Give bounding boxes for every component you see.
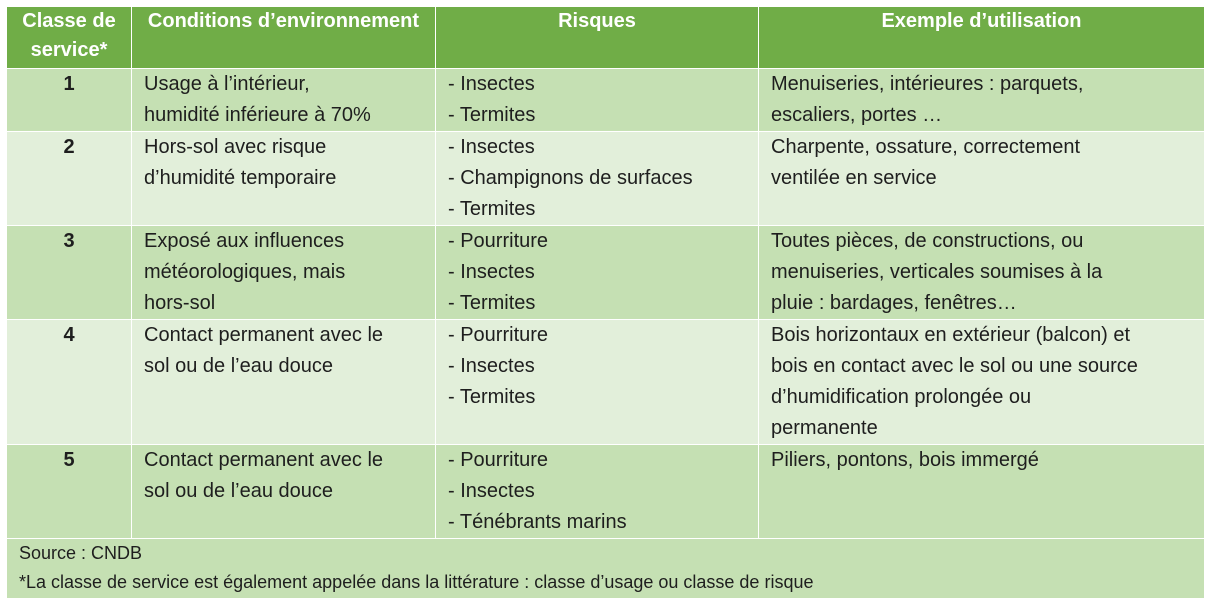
conditions-line: sol ou de l’eau douce — [144, 355, 334, 377]
conditions-line: humidité inférieure à 70% — [144, 104, 371, 126]
exemple-cell — [759, 132, 1205, 226]
header-classe-line: Classe de — [22, 10, 116, 32]
classe-cell: 2 — [7, 132, 132, 226]
table-row — [7, 445, 1205, 539]
exemple-cell — [759, 69, 1205, 132]
risque-item: - Insectes — [448, 73, 535, 95]
conditions-line: Usage à l’intérieur, — [144, 73, 310, 95]
conditions-line: Exposé aux influences — [144, 230, 345, 252]
header-exemple-line: Exemple d’utilisation — [881, 10, 1082, 32]
risque-item: - Insectes — [448, 480, 535, 502]
exemple-line: pluie : bardages, fenêtres… — [771, 292, 1017, 314]
risque-item: - Insectes — [448, 136, 535, 158]
conditions-cell — [132, 320, 436, 445]
risque-item: - Termites — [448, 386, 536, 408]
risque-item: - Insectes — [448, 261, 535, 283]
table-footer-row — [7, 539, 1205, 599]
conditions-line: Contact permanent avec le — [144, 449, 384, 471]
exemple-line: menuiseries, verticales soumises à la — [771, 261, 1103, 283]
conditions-line: Contact permanent avec le — [144, 324, 384, 346]
conditions-line: météorologiques, mais — [144, 261, 346, 283]
header-risques-line: Risques — [558, 10, 636, 32]
risque-item: - Pourriture — [448, 449, 549, 471]
risque-item: - Termites — [448, 292, 536, 314]
table-footer — [7, 539, 1205, 599]
source-note: Source : CNDB — [19, 543, 143, 563]
header-risques — [436, 7, 759, 69]
conditions-line: hors-sol — [144, 292, 216, 314]
header-classe — [7, 7, 132, 69]
exemple-line: Bois horizontaux en extérieur (balcon) et — [771, 324, 1131, 346]
classe-cell: 5 — [7, 445, 132, 539]
exemple-line: escaliers, portes … — [771, 104, 943, 126]
conditions-cell — [132, 69, 436, 132]
risques-cell — [436, 132, 759, 226]
exemple-line: ventilée en service — [771, 167, 937, 189]
risques-cell — [436, 69, 759, 132]
header-conditions-line: Conditions — [147, 10, 253, 32]
exemple-line: Charpente, ossature, correctement — [771, 136, 1081, 158]
exemple-line: Toutes pièces, de constructions, ou — [771, 230, 1084, 252]
exemple-cell — [759, 320, 1205, 445]
risque-item: - Termites — [448, 198, 536, 220]
table-row — [7, 320, 1205, 445]
conditions-cell — [132, 445, 436, 539]
header-conditions — [132, 7, 436, 69]
exemple-line: d’humidification prolongée ou — [771, 386, 1032, 408]
table-row — [7, 226, 1205, 320]
risque-item: - Insectes — [448, 355, 535, 377]
exemple-line: Menuiseries, intérieures : parquets, — [771, 73, 1084, 95]
table-header-row — [7, 7, 1205, 69]
exemple-line: permanente — [771, 417, 878, 439]
classe-cell: 3 — [7, 226, 132, 320]
conditions-line: d’humidité temporaire — [144, 167, 337, 189]
conditions-line: Hors-sol avec risque — [144, 136, 327, 158]
risque-item: - Ténébrants marins — [448, 511, 627, 533]
conditions-cell — [132, 226, 436, 320]
exemple-cell — [759, 445, 1205, 539]
risques-cell — [436, 320, 759, 445]
exemple-line: bois en contact avec le sol ou une source — [771, 355, 1138, 377]
exemple-line: Piliers, pontons, bois immergé — [771, 449, 1039, 471]
risques-cell — [436, 445, 759, 539]
service-class-table-container — [6, 6, 1204, 599]
risque-item: - Termites — [448, 104, 536, 126]
risques-cell — [436, 226, 759, 320]
risque-item: - Pourriture — [448, 324, 549, 346]
exemple-cell — [759, 226, 1205, 320]
header-conditions-line: d’environnement — [257, 10, 420, 32]
table-row — [7, 132, 1205, 226]
risque-item: - Pourriture — [448, 230, 549, 252]
conditions-line: sol ou de l’eau douce — [144, 480, 334, 502]
risque-item: - Champignons de surfaces — [448, 167, 693, 189]
header-exemple — [759, 7, 1205, 69]
footnote: *La classe de service est également appelée dans la littérature : classe d’usage ou classe de risque — [19, 572, 814, 592]
header-classe-line: service* — [30, 39, 108, 61]
table-row — [7, 69, 1205, 132]
service-class-table — [6, 6, 1205, 599]
classe-cell: 1 — [7, 69, 132, 132]
conditions-cell — [132, 132, 436, 226]
classe-cell: 4 — [7, 320, 132, 445]
